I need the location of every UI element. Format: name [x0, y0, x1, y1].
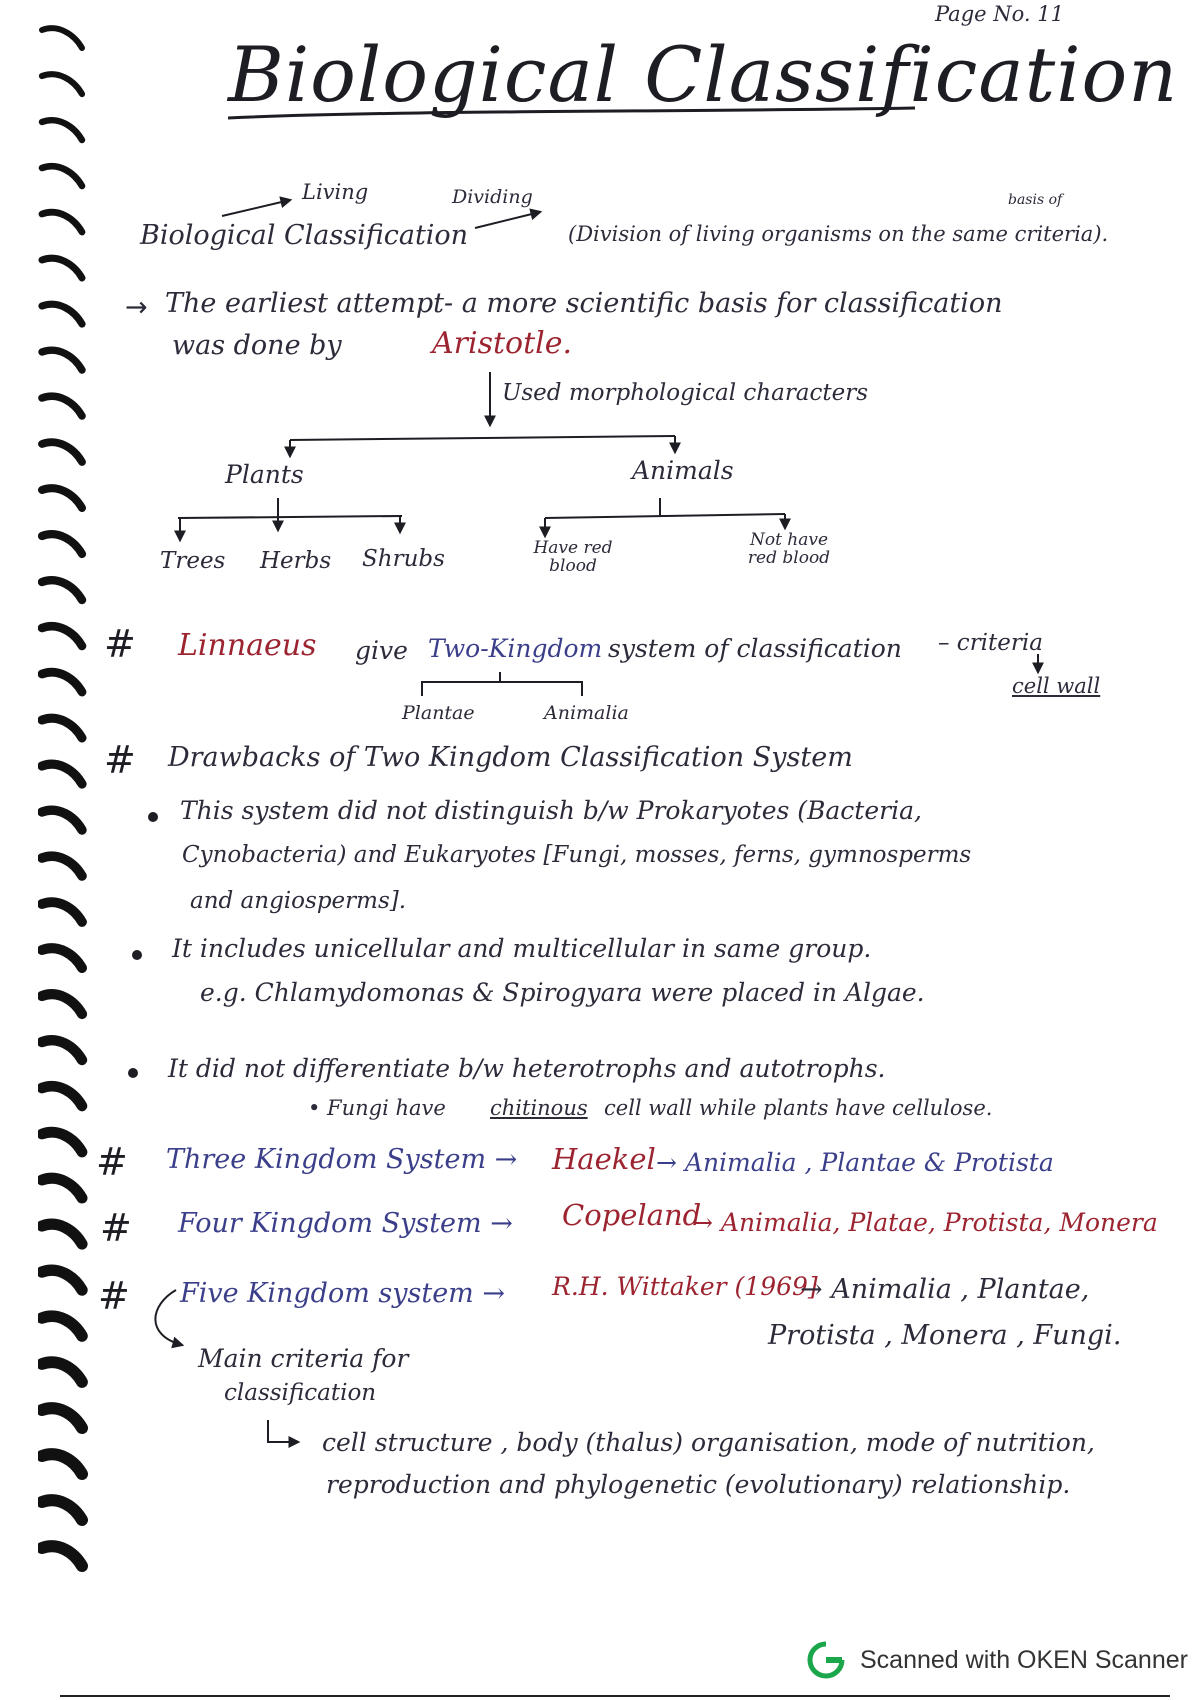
spiral-loop	[42, 580, 82, 600]
kingdom-plantae: Plantae	[402, 702, 475, 724]
drawback-1-line3: and angiosperms].	[190, 888, 407, 914]
spiral-loop	[42, 1270, 82, 1290]
spiral-loop	[42, 902, 82, 922]
five-kingdom-scientist: R.H. Wittaker (1969]	[552, 1272, 818, 1301]
three-kingdom-kingdoms: → Animalia , Plantae & Protista	[656, 1148, 1054, 1177]
hash-bullet: #	[96, 1140, 128, 1184]
five-kingdom-kingdoms-line2: Protista , Monera , Fungi.	[768, 1320, 1122, 1351]
drawback-2-line1: It includes unicellular and multicellular in same group.	[172, 934, 872, 963]
aristotle-line1: The earliest attempt- a more scientific basis for classification	[165, 288, 1003, 319]
living-arrow	[222, 200, 290, 216]
spiral-loop	[42, 1454, 82, 1474]
arrow-bullet: →	[125, 292, 148, 323]
spiral-loop	[42, 442, 82, 462]
bullet-dot	[132, 950, 142, 960]
living-label: Living	[302, 180, 369, 204]
spiral-loop	[42, 856, 82, 876]
spiral-loop	[42, 1178, 82, 1198]
spiral-loop	[42, 764, 82, 784]
spiral-loop	[42, 1408, 82, 1428]
aristotle-note: Used morphological characters	[502, 380, 869, 406]
oken-scanner-icon	[806, 1640, 846, 1680]
scanner-watermark	[806, 1640, 1188, 1680]
linnaeus-give: give	[355, 636, 408, 665]
spiral-loop	[42, 1040, 82, 1060]
scanner-text: Scanned with OKEN Scanner	[860, 1645, 1188, 1674]
plants-label: Plants	[225, 460, 304, 489]
kingdom-animalia: Animalia	[544, 702, 629, 724]
spiral-loop	[42, 718, 82, 738]
criteria-line1: Main criteria for	[198, 1344, 409, 1373]
spiral-loop	[42, 994, 82, 1014]
basis-of-label: basis of	[1008, 192, 1063, 208]
spiral-loop	[42, 212, 82, 232]
hash-bullet: #	[104, 622, 136, 666]
dividing-arrow	[475, 212, 540, 228]
plants-animals-split	[290, 436, 675, 440]
spiral-loop	[42, 1086, 82, 1106]
criteria-hook-arrow	[268, 1420, 298, 1442]
five-kingdom-curve-arrow	[155, 1290, 182, 1345]
spiral-loop	[42, 1546, 82, 1566]
criteria-line2: classification	[224, 1380, 377, 1406]
aristotle-line2: was done by	[172, 330, 342, 361]
spiral-loop	[42, 120, 82, 140]
drawback-3-sub-underlined: chitinous	[490, 1096, 588, 1120]
linnaeus-criteria: – criteria	[938, 630, 1043, 656]
drawback-2-line2: e.g. Chlamydomonas & Spirogyara were placed in Algae.	[200, 978, 925, 1007]
spiral-loop	[42, 28, 82, 48]
hash-bullet: #	[100, 1206, 132, 1250]
hash-bullet: #	[98, 1274, 130, 1318]
four-kingdom-kingdoms: → Animalia, Platae, Protista, Monera	[692, 1208, 1158, 1237]
linnaeus-name: Linnaeus	[178, 628, 317, 663]
four-kingdom-label: Four Kingdom System →	[178, 1208, 513, 1239]
spiral-loop	[42, 1316, 82, 1336]
page-title: Biological Classification	[228, 30, 1179, 119]
plant-type-herbs: Herbs	[260, 548, 332, 574]
spiral-binding	[38, 0, 88, 1620]
spiral-loop	[42, 396, 82, 416]
animals-label: Animals	[632, 456, 734, 485]
bullet-dot	[148, 812, 158, 822]
drawback-3-line1: It did not differentiate b/w heterotrophs and autotrophs.	[168, 1054, 886, 1083]
spiral-loop	[42, 166, 82, 186]
intro-term: Biological Classification	[140, 220, 469, 251]
bullet-dot	[128, 1068, 138, 1078]
animals-types-split	[545, 514, 785, 518]
basis-line2: reproduction and phylogenetic (evolutionary) relationship.	[326, 1470, 1071, 1499]
spiral-loop	[42, 350, 82, 370]
basis-line1: cell structure , body (thalus) organisation, mode of nutrition,	[322, 1428, 1095, 1457]
linnaeus-system: Two-Kingdom	[428, 634, 603, 663]
animal-type-no-red-blood: Not have red blood	[747, 530, 831, 568]
linnaeus-bracket	[422, 672, 582, 696]
page-number: Page No. 11	[935, 2, 1064, 26]
drawback-3-sub-prefix: • Fungi have	[308, 1096, 446, 1120]
drawback-1-line2: Cynobacteria) and Eukaryotes [Fungi, mosses, ferns, gymnosperms	[182, 842, 972, 868]
spiral-loop	[42, 74, 82, 94]
hash-bullet: #	[104, 738, 136, 782]
plant-type-shrubs: Shrubs	[362, 546, 445, 572]
four-kingdom-scientist: Copeland	[562, 1198, 702, 1232]
drawback-3-sub-rest: cell wall while plants have cellulose.	[604, 1096, 993, 1120]
five-kingdom-kingdoms-line1: → Animalia , Plantae,	[800, 1274, 1090, 1305]
bottom-rule	[60, 1695, 1170, 1697]
spiral-loop	[42, 1362, 82, 1382]
dividing-label: Dividing	[452, 186, 533, 208]
three-kingdom-scientist: Haekel	[552, 1142, 656, 1176]
drawbacks-heading: Drawbacks of Two Kingdom Classification System	[168, 742, 853, 773]
drawback-1-line1: This system did not distinguish b/w Prokaryotes (Bacteria,	[180, 796, 922, 825]
three-kingdom-label: Three Kingdom System →	[166, 1144, 518, 1175]
animal-type-red-blood: Have red blood	[533, 538, 613, 576]
spiral-loop	[42, 488, 82, 508]
spiral-loop	[42, 1132, 82, 1152]
spiral-loop	[42, 626, 82, 646]
spiral-loop	[42, 810, 82, 830]
aristotle-name: Aristotle.	[432, 326, 573, 361]
spiral-loop	[42, 258, 82, 278]
five-kingdom-label: Five Kingdom system →	[180, 1278, 505, 1309]
linnaeus-criteria-value: cell wall	[1012, 674, 1101, 698]
intro-definition: (Division of living organisms on the same criteria).	[568, 222, 1109, 246]
spiral-loop	[42, 948, 82, 968]
plant-type-trees: Trees	[160, 548, 226, 574]
linnaeus-rest: system of classification	[608, 634, 902, 663]
spiral-loop	[42, 1500, 82, 1520]
plants-types-split	[178, 516, 402, 518]
spiral-loop	[42, 672, 82, 692]
spiral-loop	[42, 304, 82, 324]
spiral-loop	[42, 534, 82, 554]
spiral-loop	[42, 1224, 82, 1244]
